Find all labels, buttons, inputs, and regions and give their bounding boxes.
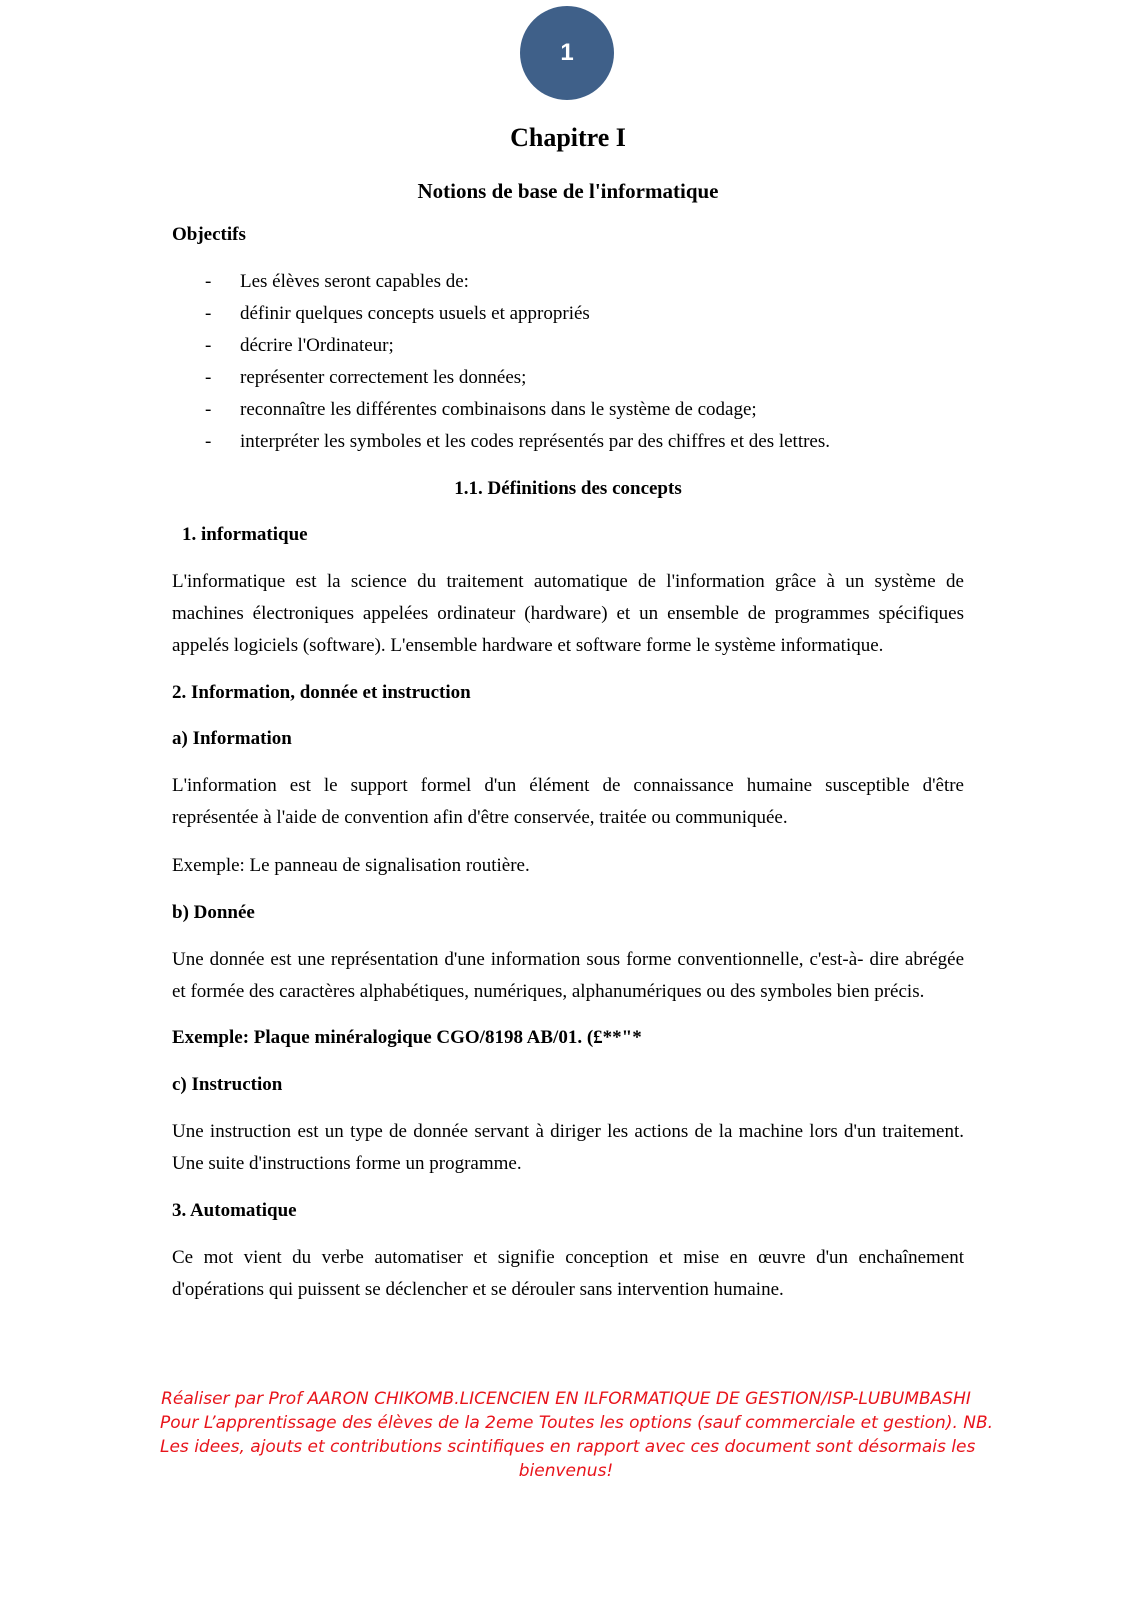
chapter-number-badge: 1	[520, 6, 614, 100]
footer-line: Réaliser par Prof AARON CHIKOMB.LICENCIEN EN ILFORMATIQUE DE GESTION/ISP-LUBUMBASHI	[161, 1389, 971, 1409]
automatique-heading: 3. Automatique	[172, 1200, 297, 1221]
information-group-heading: 2. Information, donnée et instruction	[172, 682, 471, 703]
information-example: Exemple: Le panneau de signalisation routière.	[172, 855, 530, 876]
objective-text: définir quelques concepts usuels et appropriés	[240, 303, 590, 324]
author-footer	[160, 1387, 994, 1483]
informatique-heading: 1. informatique	[182, 524, 308, 545]
instruction-paragraph: Une instruction est un type de donnée servant à diriger les actions de la machine lors d'un traitement. Une suite d'instructions forme un programme.	[172, 1121, 964, 1174]
list-item: - définir quelques concepts usuels et appropriés	[205, 303, 590, 324]
instruction-heading: c) Instruction	[172, 1074, 283, 1095]
donnee-example: Exemple: Plaque minéralogique CGO/8198 AB/01. (£**"*	[172, 1027, 642, 1048]
objective-text: représenter correctement les données;	[240, 367, 527, 388]
footer-line: bienvenus!	[518, 1461, 614, 1481]
list-item: - décrire l'Ordinateur;	[205, 335, 394, 356]
objective-text: décrire l'Ordinateur;	[240, 335, 394, 356]
objective-text: interpréter les symboles et les codes représentés par des chiffres et des lettres.	[240, 431, 831, 452]
list-item: - représenter correctement les données;	[205, 367, 527, 388]
automatique-paragraph: Ce mot vient du verbe automatiser et signifie conception et mise en œuvre d'un enchaînement d'opérations qui puissent se déclencher et se dérouler sans intervention humaine.	[172, 1247, 964, 1300]
list-item: - interpréter les symboles et les codes représentés par des chiffres et des lettres.	[205, 431, 831, 452]
objectives-label: Objectifs	[172, 224, 246, 245]
information-paragraph: L'information est le support formel d'un élément de connaissance humaine susceptible d'être représentée à l'aide de convention afin d'être conservée, traitée ou communiquée.	[172, 775, 964, 828]
informatique-paragraph: L'informatique est la science du traitement automatique de l'information grâce à un système de machines électroniques appelées ordinateur (hardware) et un ensemble de programmes spécifiques appelés logiciels (software). L'ensemble hardware et software forme le système informatique.	[172, 571, 964, 656]
list-item: - Les élèves seront capables de:	[205, 271, 469, 292]
chapter-subtitle: Notions de base de l'informatique	[417, 179, 719, 203]
objective-text: reconnaître les différentes combinaisons dans le système de codage;	[240, 399, 757, 420]
donnee-heading: b) Donnée	[172, 902, 255, 923]
donnee-paragraph: Une donnée est une représentation d'une information sous forme conventionnelle, c'est-à- dire abrégée et formée des caractères alphabétiques, numériques, alphanumériques ou des symboles bien précis.	[172, 949, 964, 1002]
footer-line: Les idees, ajouts et contributions scintifiques en rapport avec ces document sont désormais les	[160, 1437, 976, 1457]
information-heading: a) Information	[172, 728, 292, 749]
list-item: - reconnaître les différentes combinaisons dans le système de codage;	[205, 399, 757, 420]
definitions-heading: 1.1. Définitions des concepts	[454, 478, 682, 499]
page-content	[172, 118, 964, 1306]
footer-line: Pour L’apprentissage des élèves de la 2eme Toutes les options (sauf commerciale et gestion). NB.	[160, 1413, 994, 1433]
objective-text: Les élèves seront capables de:	[240, 271, 469, 292]
chapter-title: Chapitre I	[510, 123, 626, 152]
objectives-list	[172, 266, 964, 458]
